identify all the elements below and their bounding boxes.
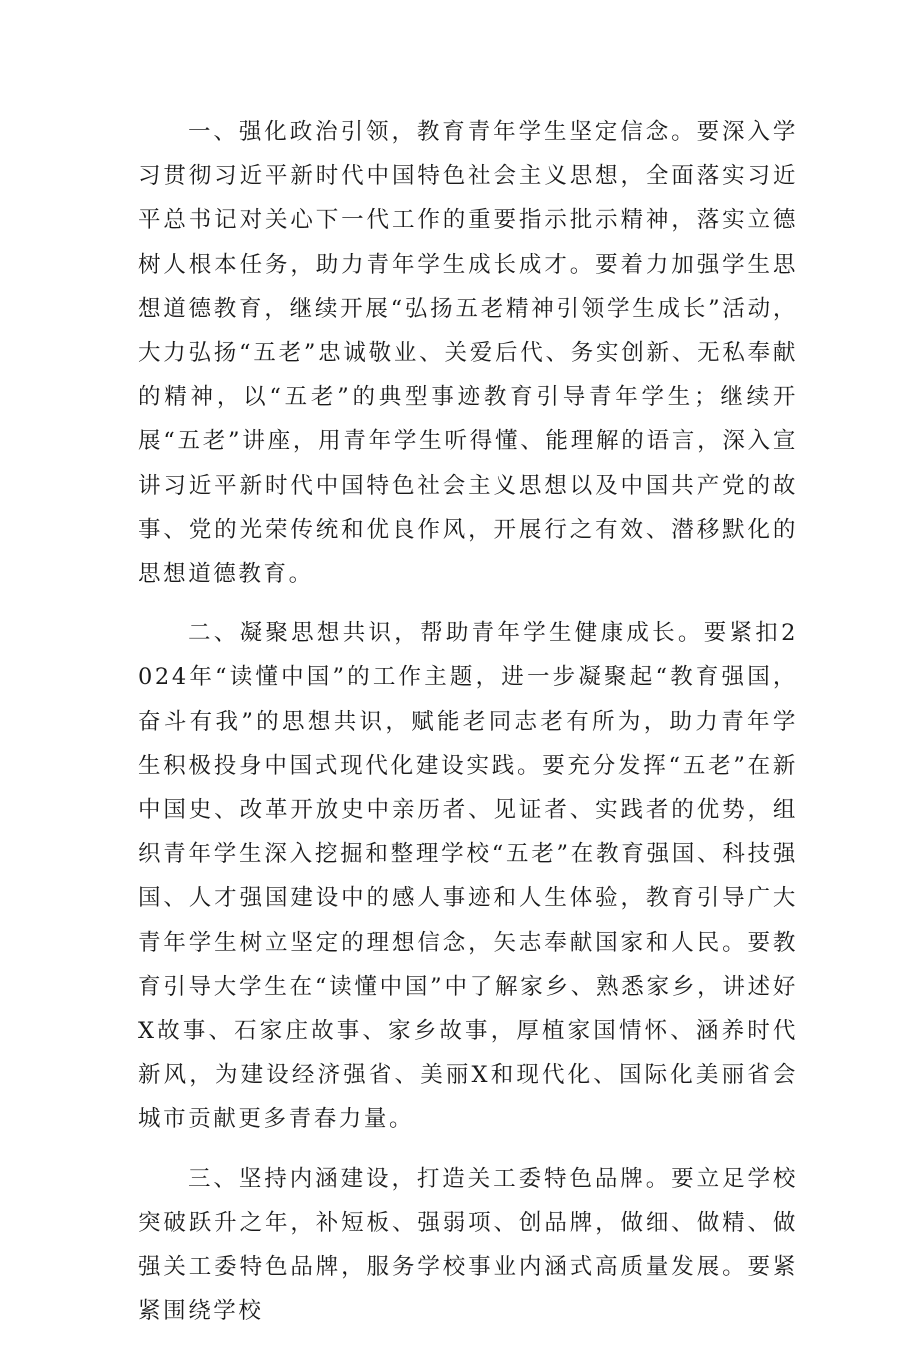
paragraph-2: 二、凝聚思想共识，帮助青年学生健康成长。要紧扣2024年“读懂中国”的工作主题，进一步凝聚起“教育强国，奋斗有我”的思想共识，赋能老同志老有所为，助力青年学生积极投身中国式现代化建设实践。要充分发挥“五老”在新中国史、改革开放史中亲历者、见证者、实践者的优势，组织青年学生深入挖掘和整理学校“五老”在教育强国、科技强国、人才强国建设中的感人事迹和人生体验，教育引导广大青年学生树立坚定的理想信念，矢志奉献国家和人民。要教育引导大学生在“读懂中国”中了解家乡、熟悉家乡，讲述好X故事、石家庄故事、家乡故事，厚植家国情怀、涵养时代新风，为建设经济强省、美丽X和现代化、国际化美丽省会城市贡献更多青春力量。 [138, 620, 798, 1133]
document-body [138, 110, 798, 1348]
paragraph-3: 三、坚持内涵建设，打造关工委特色品牌。要立足学校突破跃升之年，补短板、强弱项、创品牌，做细、做精、做强关工委特色品牌，服务学校事业内涵式高质量发展。要紧紧围绕学校 [138, 1165, 798, 1325]
paragraph-1: 一、强化政治引领，教育青年学生坚定信念。要深入学习贯彻习近平新时代中国特色社会主义思想，全面落实习近平总书记对关心下一代工作的重要指示批示精神，落实立德树人根本任务，助力青年学生成长成才。要着力加强学生思想道德教育，继续开展“弘扬五老精神引领学生成长”活动，大力弘扬“五老”忠诚敬业、关爱后代、务实创新、无私奉献的精神，以“五老”的典型事迹教育引导青年学生；继续开展“五老”讲座，用青年学生听得懂、能理解的语言，深入宣讲习近平新时代中国特色社会主义思想以及中国共产党的故事、党的光荣传统和优良作风，开展行之有效、潜移默化的思想道德教育。 [138, 119, 798, 588]
